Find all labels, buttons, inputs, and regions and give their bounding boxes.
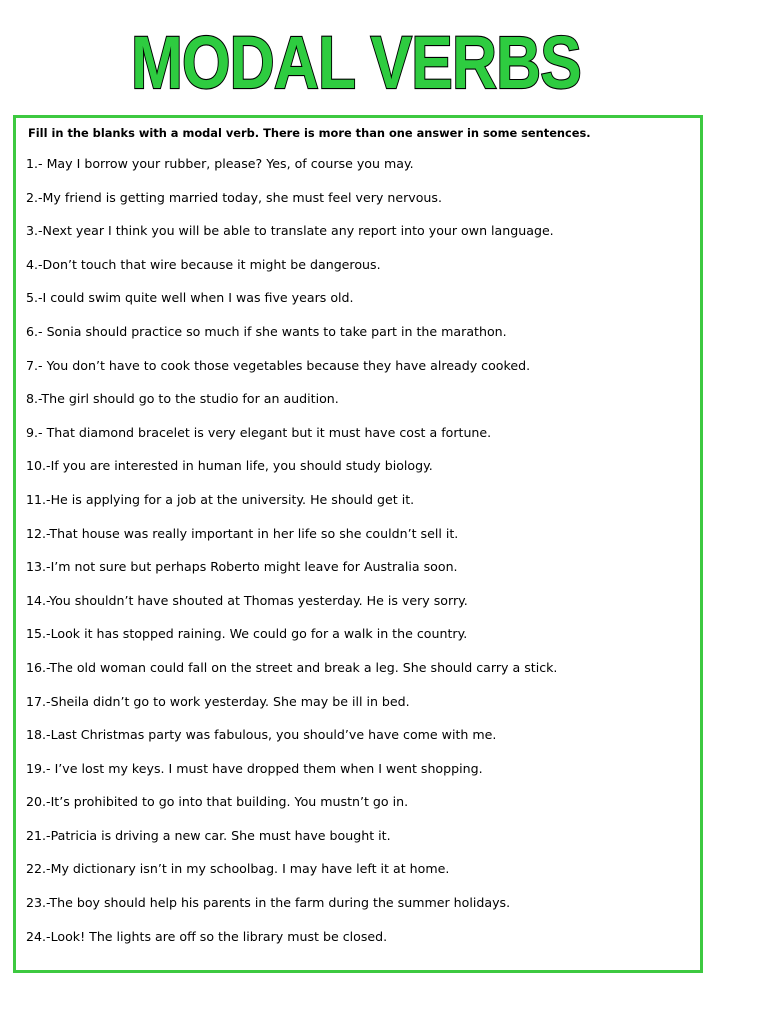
sentence-1: 1.- May I borrow your rubber, please? Yes, of course you may. [26, 156, 414, 171]
sentence-15: 15.-Look it has stopped raining. We could go for a walk in the country. [26, 626, 468, 642]
sentence-23: 23.-The boy should help his parents in the farm during the summer holidays. [26, 895, 511, 911]
sentence-13: 13.-I’m not sure but perhaps Roberto might leave for Australia soon. [26, 559, 458, 575]
sentence-6: 6.- Sonia should practice so much if she wants to take part in the marathon. [26, 323, 507, 339]
sentence-10: 10.-If you are interested in human life, you should study biology. [26, 458, 433, 474]
exercise-box [13, 115, 703, 973]
sentence-16: 16.-The old woman could fall on the street and break a leg. She should carry a stick. [26, 659, 558, 675]
sentence-19: 19.- I’ve lost my keys. I must have dropped them when I went shopping. [26, 760, 483, 776]
sentence-11: 11.-He is applying for a job at the university. He should get it. [26, 491, 415, 507]
sentence-2: 2.-My friend is getting married today, she must feel very nervous. [26, 189, 442, 205]
sentence-3: 3.-Next year I think you will be able to translate any report into your own language. [26, 223, 554, 239]
sentence-8: 8.-The girl should go to the studio for an audition. [26, 391, 339, 407]
title-graphic [0, 20, 768, 100]
sentence-18: 18.-Last Christmas party was fabulous, you should’ve have come with me. [26, 727, 497, 743]
sentence-22: 22.-My dictionary isn’t in my schoolbag. I may have left it at home. [26, 861, 450, 877]
sentence-9: 9.- That diamond bracelet is very elegant but it must have cost a fortune. [26, 424, 492, 440]
instructions: Fill in the blanks with a modal verb. There is more than one answer in some sentences. [28, 126, 591, 140]
sentence-12: 12.-That house was really important in her life so she couldn’t sell it. [26, 525, 459, 541]
sentence-21: 21.-Patricia is driving a new car. She must have bought it. [26, 827, 391, 843]
sentence-list [26, 155, 557, 961]
page-title [0, 20, 768, 100]
sentence-5: 5.-I could swim quite well when I was five years old. [26, 290, 354, 306]
sentence-24: 24.-Look! The lights are off so the library must be closed. [26, 928, 388, 944]
sentence-14: 14.-You shouldn’t have shouted at Thomas yesterday. He is very sorry. [26, 592, 468, 608]
sentence-4: 4.-Don’t touch that wire because it might be dangerous. [26, 256, 381, 272]
sentence-20: 20.-It’s prohibited to go into that building. You mustn’t go in. [26, 794, 409, 810]
title-text: MODAL VERBS [131, 21, 581, 100]
sentence-7: 7.- You don’t have to cook those vegetables because they have already cooked. [26, 357, 531, 373]
sentence-17: 17.-Sheila didn’t go to work yesterday. She may be ill in bed. [26, 693, 410, 709]
